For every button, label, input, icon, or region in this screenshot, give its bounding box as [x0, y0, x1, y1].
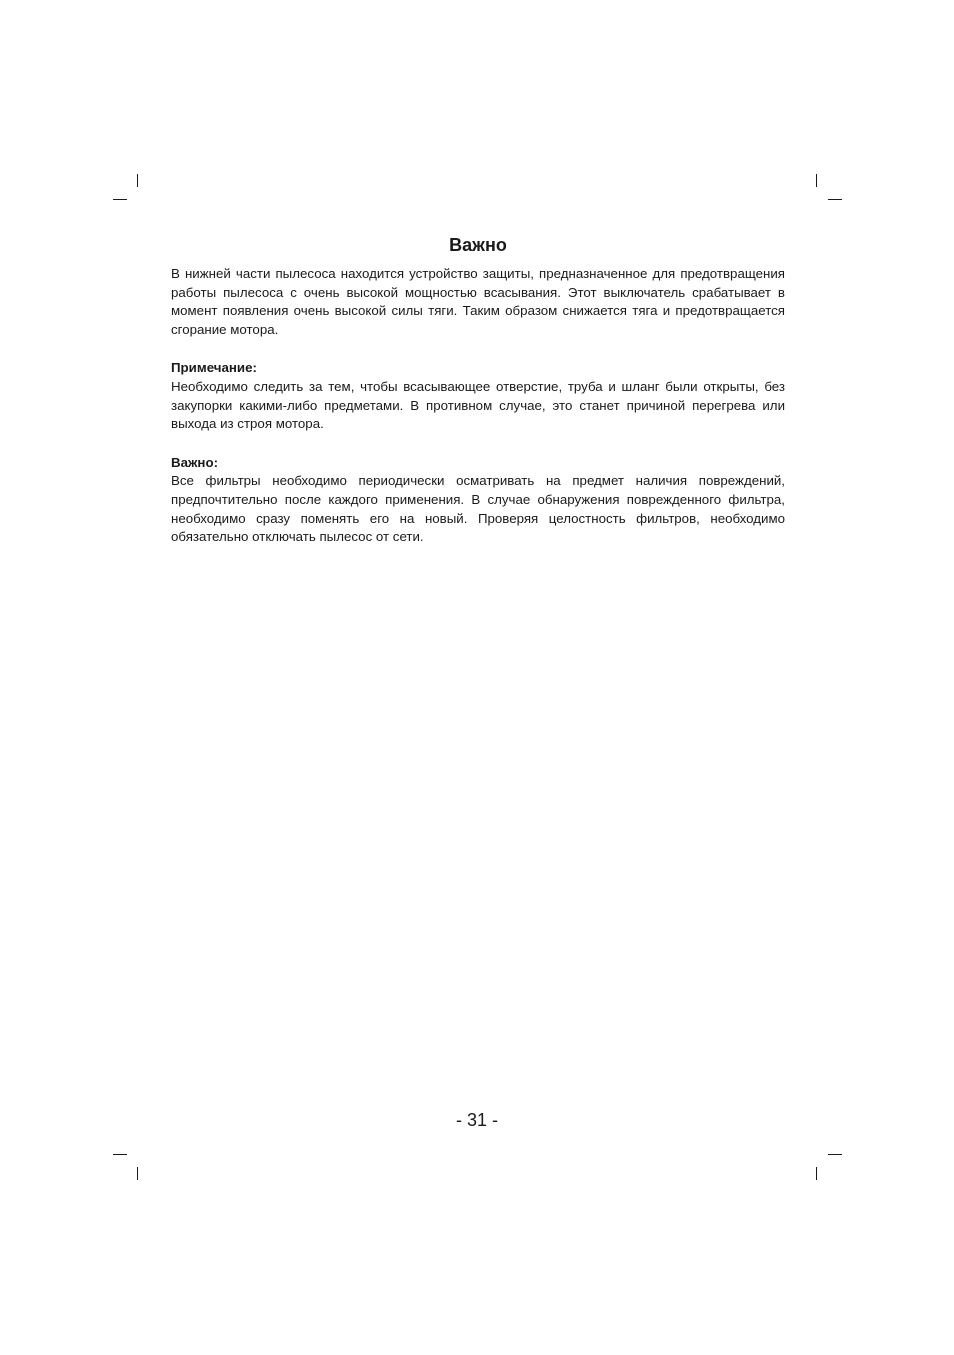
important-heading: Важно:	[171, 454, 219, 470]
crop-mark-top-left-horizontal	[113, 199, 127, 200]
crop-mark-bottom-right-horizontal	[828, 1154, 842, 1155]
note-heading: Примечание:	[171, 360, 257, 376]
crop-mark-top-left-vertical	[137, 174, 138, 187]
page-title: Важно	[449, 235, 507, 255]
crop-mark-top-right-horizontal	[828, 199, 842, 200]
page-number: - 31 -	[455, 1110, 498, 1130]
intro-paragraph: В нижней части пылесоса находится устройство защиты, предназначенное для предотвращения работы пылесоса с очень высокой мощностью всасывания. Этот выключатель срабатывает в момент появления очень высокой силы тяги. Таким образом снижается тяга и предотвращается сгорание мотора.	[171, 266, 785, 337]
important-paragraph: Все фильтры необходимо периодически осматривать на предмет наличия повреждений, предпочтительно после каждого применения. В случае обнаружения поврежденного фильтра, необходимо сразу поменять его на новый. Проверяя целостность фильтров, необходимо обязательно отключать пылесос от сети.	[171, 473, 785, 545]
note-paragraph: Необходимо следить за тем, чтобы всасывающее отверстие, труба и шланг были открыты, без закупорки какими-либо предметами. В противном случае, это станет причиной перегрева или выхода из строя мотора.	[171, 378, 785, 432]
crop-mark-bottom-right-vertical	[816, 1167, 817, 1180]
crop-mark-top-right-vertical	[816, 174, 817, 187]
page-content	[171, 232, 785, 547]
crop-mark-bottom-left-vertical	[137, 1167, 138, 1180]
crop-mark-bottom-left-horizontal	[113, 1154, 127, 1155]
